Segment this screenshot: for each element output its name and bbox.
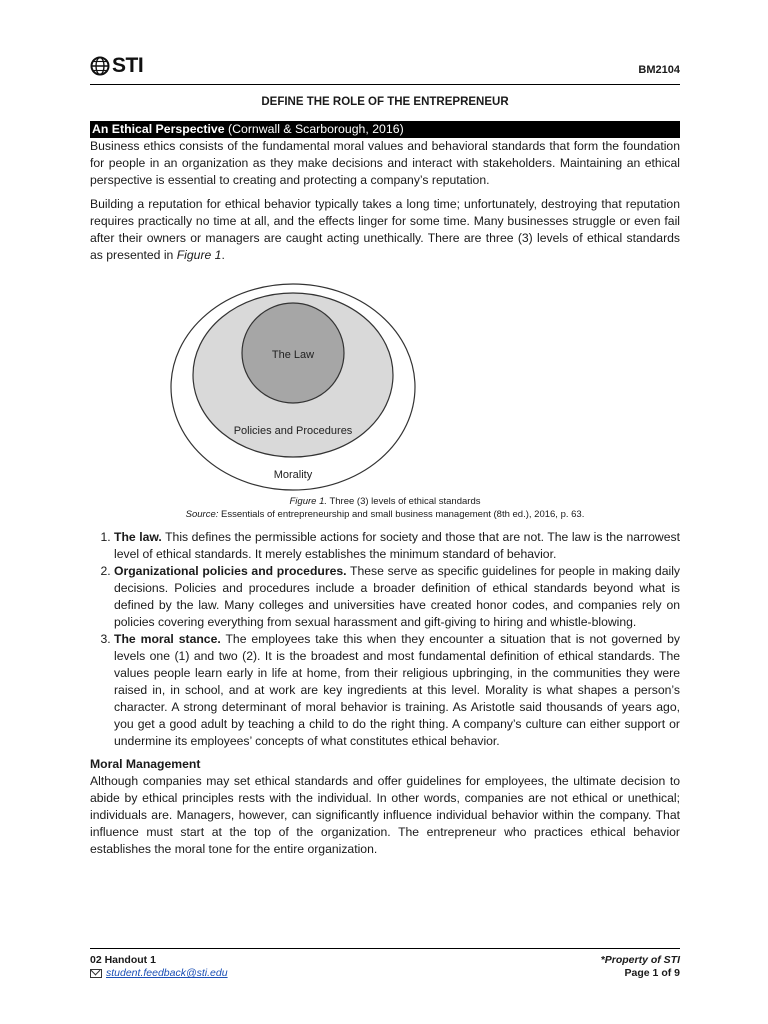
page-header xyxy=(90,50,680,85)
source-label: Source: xyxy=(185,509,219,520)
paragraph-2 xyxy=(90,196,680,264)
list-item xyxy=(114,529,680,563)
envelope-icon xyxy=(90,969,102,978)
sti-logo xyxy=(90,54,143,78)
document-code: BM2104 xyxy=(638,64,680,76)
list-item-text: This defines the permissible actions for society and those that are not. The law is the narrowest level of ethical standards. It merely establishes the minimum standard of behavior. xyxy=(114,530,680,561)
footer-left xyxy=(90,954,228,980)
law-label: The Law xyxy=(271,349,315,361)
main-content xyxy=(90,121,680,865)
list-item xyxy=(114,563,680,631)
page-number: Page 1 of 9 xyxy=(624,967,680,979)
page-title: DEFINE THE ROLE OF THE ENTREPRENEUR xyxy=(261,96,509,108)
paragraph-1: Business ethics consists of the fundamental moral values and behavioral standards that form the foundation for people in an organization as they make decisions and interact with stakeholders. Maintaining an ethical perspective is essential to creating and protecting a company’s reputation. xyxy=(90,139,680,187)
list-item-text: These serve as specific guidelines for people in making daily decisions. Policies and procedures include a broader definition of ethical standards beyond what is defined by the law. Many colleges and universities have created honor codes, and companies rely on policies covering everything from sexual harassment and gift-giving to hiring and whistle-blowing. xyxy=(114,564,680,629)
property-label: *Property of STI xyxy=(600,954,680,966)
caption-text: Three (3) levels of ethical standards xyxy=(327,496,481,507)
section-title: An Ethical Perspective xyxy=(92,122,225,136)
list-item xyxy=(114,631,680,750)
source-text: Essentials of entrepreneurship and small business management (8th ed.), 2016, p. 63. xyxy=(218,509,585,520)
moral-management-heading: Moral Management xyxy=(90,757,201,771)
paragraph-2-text: Building a reputation for ethical behavior typically takes a long time; unfortunately, destroying that reputation requires practically no time at all, and the effects linger for some time. Many businesses struggle or even fail after their owners or managers are caught acting unethically. There are three (3) levels of ethical standards as presented in xyxy=(90,197,680,262)
footer-right xyxy=(601,954,680,980)
moral-management-text: Although companies may set ethical standards and offer guidelines for employees, the ultimate decision to abide by ethical principles rests with the individual. In other words, companies are not ethical or unethical; individuals are. Managers, however, can significantly influence individual behavior within the company. That influence must start at the top of the organization. The entrepreneur who practices ethical behavior establishes the moral tone for the entire organization. xyxy=(90,774,680,856)
ethical-levels-list xyxy=(90,529,680,750)
list-item-text: The employees take this when they encounter a situation that is not governed by levels one (1) and two (2). It is the broadest and most fundamental definition of ethical standards. The values people learn early in life at home, from their religious upbringing, in the communities they were raised in, in school, and at work are key ingredients at this level. Morality is what shapes a person’s character. A strong determinant of moral behavior is training. As Aristotle said thousands of years ago, you get a good adult by teaching a child to do the right thing. A company’s culture can either support or undermine its employees’ concepts of what constitutes ethical behavior. xyxy=(114,632,680,748)
list-item-title: The moral stance. xyxy=(114,632,221,646)
paragraph-2-end: . xyxy=(221,248,225,262)
list-item-title: The law. xyxy=(114,530,162,544)
handout-label: 02 Handout 1 xyxy=(90,954,156,966)
section-citation: (Cornwall & Scarborough, 2016) xyxy=(224,122,404,136)
page-footer xyxy=(90,948,680,979)
ethical-levels-diagram xyxy=(90,271,680,493)
list-item-title: Organizational policies and procedures. xyxy=(114,564,347,578)
globe-icon xyxy=(90,56,110,76)
section-heading xyxy=(90,121,680,138)
figure-caption xyxy=(90,495,680,521)
email-link[interactable]: student.feedback@sti.edu xyxy=(106,967,228,979)
caption-label: Figure 1. xyxy=(289,496,327,507)
logo-text: STI xyxy=(112,54,144,77)
figure-1 xyxy=(90,271,680,493)
policies-label: Policies and Procedures xyxy=(233,425,353,437)
morality-label: Morality xyxy=(273,469,313,481)
figure-reference: Figure 1 xyxy=(176,248,222,262)
